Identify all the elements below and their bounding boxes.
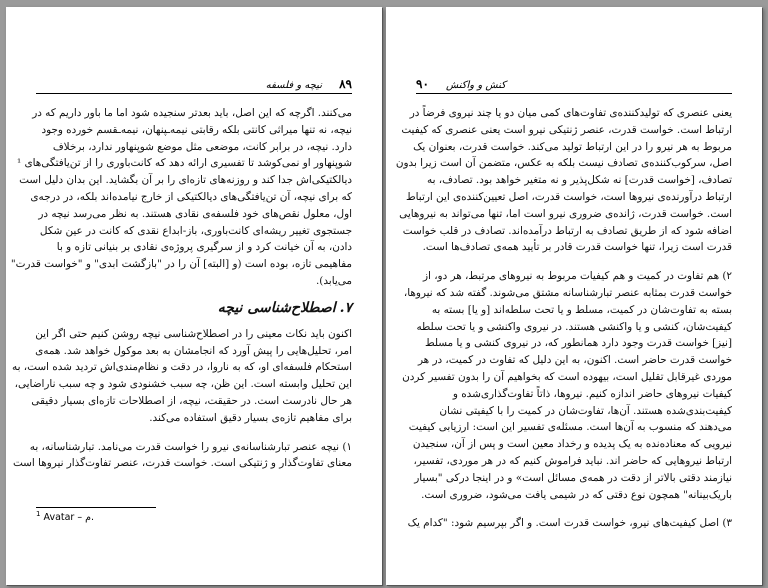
text-line: ارتباط درآورنده‌ی نیروها است، خواست قدرت، اصل تعیین‌کننده‌ی این ارتباط: [406, 190, 732, 203]
text-line: ۲) هم تفاوت در کمیت و هم کیفیات مربوط به نیروهای مرتبط، هر دو، از: [422, 270, 732, 283]
text-line: است. خواست قدرت، ژانده‌ی ضروری نیرو است اما، تنها می‌تواند به نیروهایی: [399, 207, 732, 220]
text-line: استحکام فلسفه‌ای او، که به ناروا، در دقت و نظام‌مندی‌اش تردید شده است، به: [12, 361, 352, 374]
text-line: نیرویی که معناده‌نده به یک پدیده و رخداد معین است و پس از آن، سنجیدن: [412, 438, 732, 451]
text-line: نیازمند دقتی بالاتر از دقت در همه‌ی مسائل است» و در اینجا درکی "بسیار: [414, 471, 732, 484]
running-header: [36, 77, 352, 94]
text-line: کیفیت‌شان، کنشی و یا واکنشی هستند. در نیروی واکنشی و یا تحت سلطه: [416, 320, 732, 333]
running-title: نیچه و فلسفه: [265, 80, 322, 91]
text-line: معنای تفاوت‌گذار و ژنتیکی است. خواست قدرت، عنصر تفاوت‌گذار نیروها است: [12, 457, 352, 470]
text-line: یعنی عنصری که تولیدکننده‌ی تفاوت‌های کمی میان دو یا چند نیروی فرضاً در: [409, 107, 732, 119]
footnote-marker: 1: [36, 510, 41, 518]
text-line: خواست قدرت بمثابه عنصر تبارشناسانه مشتق می‌شوند. گفته شد که نیروها،: [403, 286, 732, 299]
footnote: [36, 510, 94, 523]
footnote-divider: [36, 507, 156, 508]
text-line: برای مفاهیم تازه‌ی بسیار دقیق استفاده می‌کند.: [149, 411, 352, 424]
footnote-text: Avatar – م.: [43, 512, 95, 524]
page-number: ۸۹: [339, 77, 352, 91]
text-line: امر، تحلیل‌هایی را پیش آورد که انجامشان به بعد موکول خواهد شد. همه‌ی: [35, 344, 352, 357]
section-title: اصطلاح‌شناسی نیچه: [217, 299, 336, 316]
text-line: ۳) اصل کیفیت‌های نیرو، خواست قدرت است. و اگر بپرسیم شود: "کدام یک: [407, 517, 732, 530]
page-body: [395, 105, 732, 532]
text-line: قدرت است زیرا، تنها خواست قدرت قادر بر تأیید همه‌ی تصادف‌ها است.: [422, 241, 732, 254]
text-line: که برای نیچه، آن تن‌یافتگی‌های دیالکتیکی از خارج نیامده‌اند بلکه، در درجه‌ی: [30, 190, 352, 203]
text-line: باریک‌بینانه" همچون نوع دقتی که در شیمی یافت می‌شود، ضروری است.: [421, 488, 732, 501]
text-line: اکنون باید نکات معینی را در اصطلاح‌شناسی نیچه روشن کنیم حتی اگر این: [35, 327, 352, 340]
right-page: [386, 7, 762, 585]
text-line: اصل، سرکوب‌کننده‌ی تصادف نیست بلکه به عکس، متضمن آن است زیرا بدون: [395, 157, 732, 170]
text-line: بسته به تفاوت‌شان در کمیت، مسلط و یا تحت سلطه‌اند [و یا] بسته به: [431, 303, 732, 316]
running-header: [416, 77, 732, 94]
section-heading: [36, 296, 352, 320]
text-line: دارد. نیچه، در برابر کانت، موضعی مثل موضع شوپنهاور ندارد، برخلاف: [52, 140, 352, 153]
text-line: اضافه شود که از طریق تصادف به ارتباط درآمده‌اند. تصادف در قلب خواست: [402, 224, 732, 237]
text-line: می‌کنند. اگرچه که این اصل، باید بعدتر سنجیده شود اما ما باور داریم که در: [32, 107, 352, 119]
text-line: می‌یابد).: [316, 274, 352, 287]
text-line: ارتباط است. خواست قدرت، عنصر ژنتیکی نیرو است یعنی عنصری که کیفیت: [401, 123, 732, 136]
section-number: ۷.: [339, 299, 352, 316]
text-line: اول، معلول نقص‌های خود فلسفه‌ی نقادی هستند. به نظر می‌رسد نیچه در: [38, 207, 352, 220]
text-line: تصادف، [خواست قدرت] نه شکل‌پذیر و نه متغیر خواهد بود. تصادف، به: [427, 174, 732, 187]
running-title: کنش و واکنش: [446, 80, 506, 91]
left-page: [6, 7, 382, 585]
page-number: ۹۰: [416, 77, 429, 91]
text-line: دیالکتیکی‌اش جدا کند و روزنه‌های تازه‌ای را بر آن بگشاید. این بدان دلیل است: [19, 174, 352, 187]
text-line: جستجوی تغییر ریشه‌ای کانت‌باوری، باز-ابداع نقدی که کانت در عین شکل: [39, 224, 352, 237]
text-line: می‌دهند که منسوب به آن‌ها است. مسئله‌ی تفسیر این است: ارزیابی کیفیت: [408, 421, 732, 434]
text-line: ارتباط نیروهایی که حاضر اند. نباید فراموش کنیم که در هر موردی، تفسیر،: [413, 454, 732, 467]
text-line: نیچه، نه تنها میراثی کانتی بلکه رقابتی نیمه‌ـپنهان، نیمه‌ـقسم خورده وجود: [41, 123, 352, 136]
text-line: خواست قدرت حاضر است. اکنون، به این دلیل که تفاوت در کمیت، در هر: [417, 354, 732, 367]
text-line: مفاهیمی تازه، بوده است (و [البته] آن را در "بازگشت ابدی" و "خواست قدرت": [10, 258, 352, 271]
text-line: [نیز] خواست قدرت وجود دارد همانطور که، در نیروی کنشی و یا مسلط: [424, 337, 732, 350]
text-line: موردی غیرقابل تقلیل است، بیهوده است که بخواهیم آن را بدون تفسیر کردن: [402, 370, 732, 383]
page-body: [10, 105, 352, 472]
text-line: کیفیات نیروهای حاضر اندازه کنیم. نیروها، ذاتاً تفاوت‌گذاری‌شده و: [452, 387, 732, 400]
text-line: شوپنهاور او نمی‌کوشد تا تفسیری ارائه دهد که کانت‌باوری را از تن‌یافتگی‌های ¹: [16, 157, 352, 170]
text-line: هر حال نادرست است. در حقیقت، نیچه، از اصطلاحات تازه‌ای بسیار دقیقی: [31, 394, 352, 407]
text-line: ۱) نیچه عنصر تبارشناسانه‌ی نیرو را خواست قدرت می‌نامد. تبارشناسانه، به: [29, 440, 352, 453]
text-line: این تحلیل وابسته است. این ظن، چه سبب خشنودی شود و چه سبب ناراضایی،: [14, 378, 352, 391]
text-line: مربوط به هر نیرو را در این ارتباط تولید می‌کند. خواست قدرت، بعنوان یک: [413, 140, 732, 153]
text-line: دادن، به آن خیانت کرد و از سرگیری پروژه‌ی نقادی بر بنیانی تازه و با: [56, 241, 352, 254]
text-line: کیفیت‌بندی‌شده هستند. آن‌ها، تفاوت‌شان در کمیت را با کیفیتی نشان: [439, 404, 732, 417]
